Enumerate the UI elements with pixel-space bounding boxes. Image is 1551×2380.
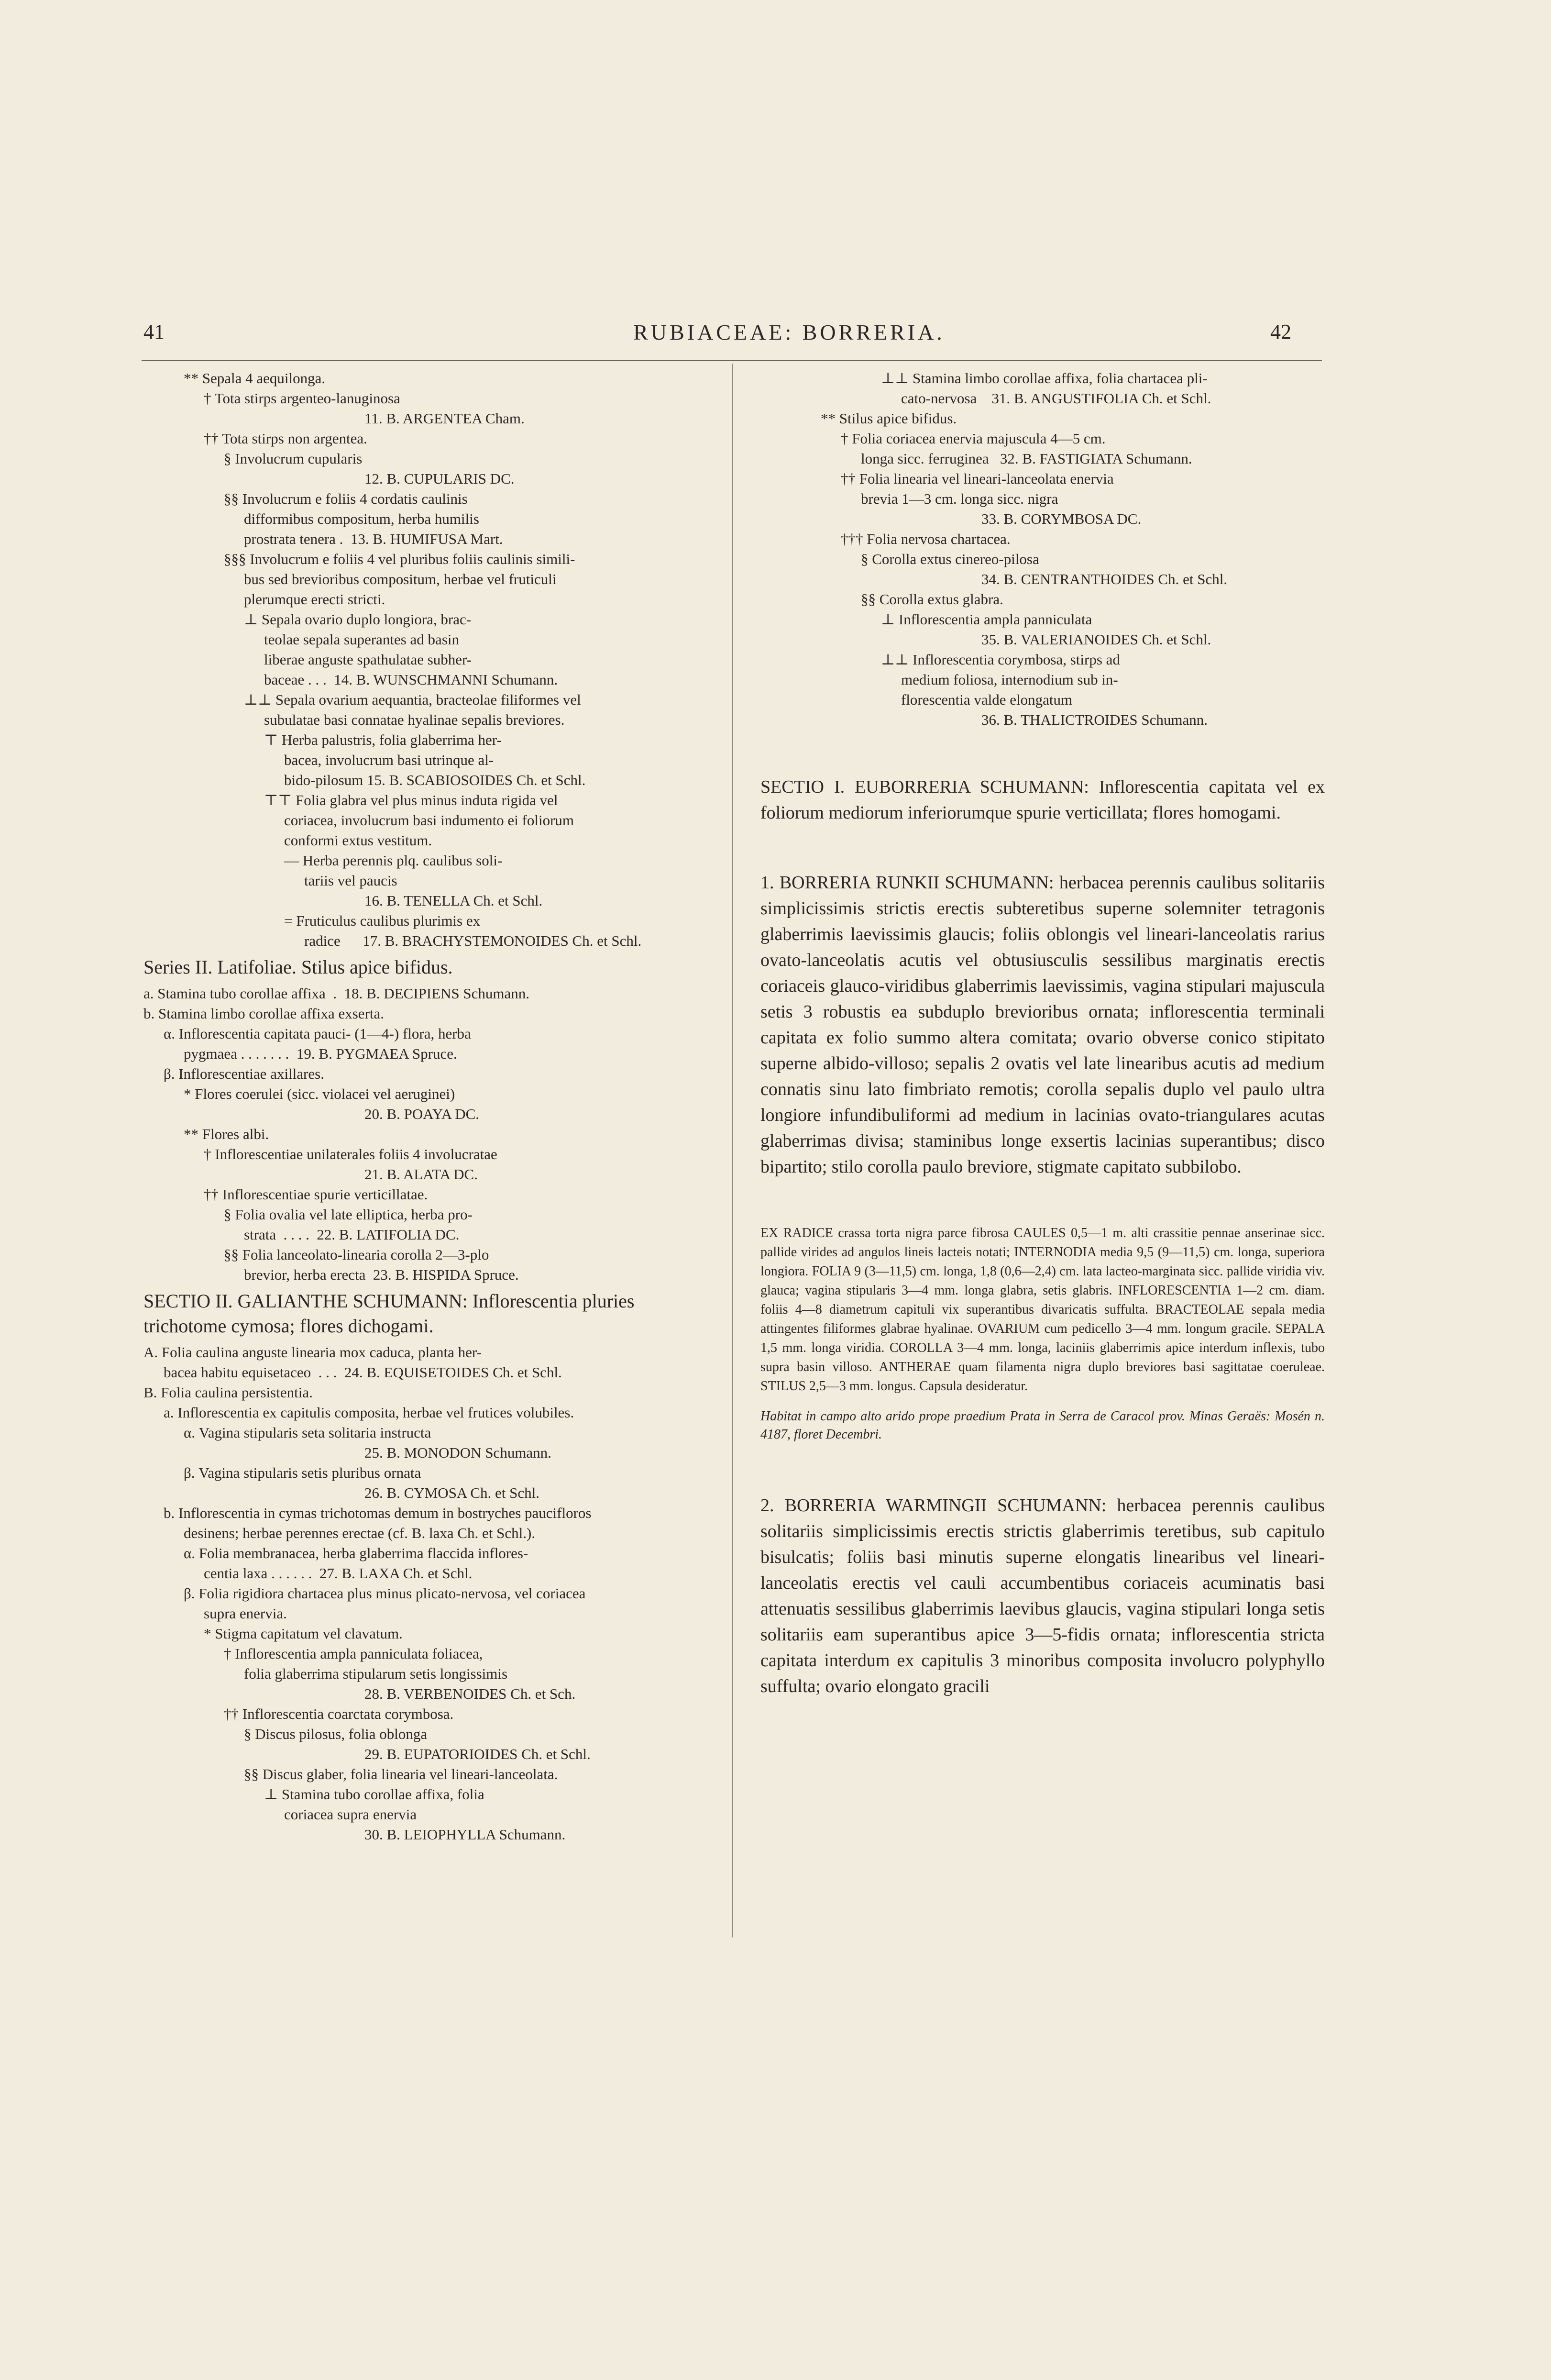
key-line: β. Inflorescentiae axillares.	[164, 1065, 324, 1082]
key-line: ** Stilus apice bifidus.	[821, 410, 957, 427]
spacer	[760, 1187, 1325, 1216]
key-line: β. Folia rigidiora chartacea plus minus plicato-nervosa, vel coriacea	[184, 1585, 586, 1602]
key-line: † Folia coriacea enervia majuscula 4—5 cm.	[841, 430, 1106, 447]
key-line: α. Folia membranacea, herba glaberrima flaccida inflores-	[184, 1545, 528, 1561]
morphology-paragraph: EX RADICE crassa torta nigra parce fibrosa CAULES 0,5—1 m. alti crassitie pennae anserinae sicc. pallide virides ad angulos lineis lacteis notati; INTERNODIA media 9,5 (9—11,5) cm. longa, superiora longiora. FOLIA 9 (3—11,5) cm. longa, 1,8 (0,6—2,4) cm. lata lacteo-marginata sicc. pallide viridia viv. glauca; vagina stipularis 3—4 mm. longa glabra, setis glabris. INFLORESCENTIA 1—2 cm. diam. foliis 4—8 diametrum capituli vix superantibus divaricatis suffulta. BRACTEOLAE sepala media attingentes filiformes glabrae hyalinae. OVARIUM cum pedicello 3—4 mm. longum gracile. SEPALA 1,5 mm. longa viridia. COROLLA 3—4 mm. longa, laciniis glaberrimis apice interdum inflexis, tubo supra basin villoso. ANTHERAE quam filamenta nigra duplo breviores basi sagittatae coeruleae. STILUS 2,5—3 mm. longus. Capsula desideratur.	[760, 1226, 1325, 1394]
left-column	[143, 368, 708, 1845]
key-line: conformi extus vestitum.	[284, 832, 432, 849]
key-line: †† Tota stirps non argentea.	[204, 430, 367, 447]
key-line: α. Inflorescentia capitata pauci- (1—4-) flora, herba	[164, 1025, 471, 1042]
key-line: florescentia valde elongatum	[901, 691, 1073, 708]
key-line: a. Stamina tubo corollae affixa . 18. B. DECIPIENS Schumann.	[143, 985, 530, 1002]
key-line: B. Folia caulina persistentia.	[143, 1384, 313, 1401]
page-number-left: 41	[143, 320, 165, 343]
key-line: * Stigma capitatum vel clavatum.	[204, 1625, 403, 1642]
key-line: 35. B. VALERIANOIDES Ch. et Schl.	[981, 631, 1211, 648]
key-line: coriacea supra enervia	[284, 1806, 417, 1823]
key-line: 33. B. CORYMBOSA DC.	[981, 510, 1142, 527]
key-line: § Discus pilosus, folia oblonga	[244, 1726, 428, 1742]
key-line: * Flores coerulei (sicc. violacei vel aeruginei)	[184, 1085, 455, 1102]
key-line: A. Folia caulina anguste linearia mox caduca, planta her-	[143, 1344, 482, 1361]
key-line: teolae sepala superantes ad basin	[264, 631, 459, 648]
running-title: RUBIACEAE: BORRERIA.	[633, 320, 945, 344]
key-line: ** Flores albi.	[184, 1126, 269, 1142]
key-line: 11. B. ARGENTEA Cham.	[364, 410, 525, 427]
key-line: †† Inflorescentiae spurie verticillatae.	[204, 1186, 428, 1203]
key-line: subulatae basi connatae hyalinae sepalis breviores.	[264, 711, 565, 728]
species-description: SECTIO I. EUBORRERIA SCHUMANN: Inflorescentia capitata vel ex foliorum mediorum inferiorumque spurie verticillata; flores homogami.	[760, 777, 1325, 823]
key-line: — Herba perennis plq. caulibus soli-	[284, 852, 503, 869]
key-line: §§ Discus glaber, folia linearia vel lineari-lanceolata.	[244, 1766, 558, 1782]
key-line: baceae . . . 14. B. WUNSCHMANNI Schumann.	[264, 671, 558, 688]
key-line: †† Folia linearia vel lineari-lanceolata enervia	[841, 470, 1114, 487]
key-line: difformibus compositum, herba humilis	[244, 510, 479, 527]
key-line: 26. B. CYMOSA Ch. et Schl.	[364, 1484, 540, 1501]
key-line: ⊤ Herba palustris, folia glaberrima her-	[264, 731, 502, 748]
key-line: §§ Corolla extus glabra.	[861, 591, 1003, 608]
column-divider	[732, 364, 733, 1937]
spacer	[760, 738, 1325, 766]
key-line: medium foliosa, internodium sub in-	[901, 671, 1118, 688]
page-number-right: 42	[1270, 320, 1291, 343]
key-line: †† Inflorescentia coarctata corymbosa.	[224, 1705, 454, 1722]
key-line: b. Inflorescentia in cymas trichotomas demum in bostryches paucifloros	[164, 1505, 592, 1521]
section-heading: Series II. Latifoliae. Stilus apice bifidus.	[143, 956, 453, 978]
key-line: 30. B. LEIOPHYLLA Schumann.	[364, 1826, 566, 1843]
key-line: 25. B. MONODON Schumann.	[364, 1444, 551, 1461]
key-line: = Fruticulus caulibus plurimis ex	[284, 912, 481, 929]
key-line: plerumque erecti stricti.	[244, 591, 385, 608]
species-description: 1. BORRERIA RUNKII SCHUMANN: herbacea perennis caulibus solitariis simplicissimis strictis erectis subteretibus superne solemniter tetragonis glaberrimis laevissimis glaucis; foliis oblongis vel lineari-lanceolatis rarius ovato-lanceolatis acutis vel obtusiusculis sessilibus marginatis erectis coriaceis glauco-viridibus glaberrimis laevissimis, vagina stipulari majuscula setis 3 robustis ea subduplo brevioribus ornata; inflorescentia terminali capitata ex folio summo altera comitata; ovario obverse conico stipitato superne albido-villoso; sepalis 2 ovatis vel late linearibus acutis ad medium connatis sinu lato fimbriato remotis; corolla sepalis duplo vel paulo ultra longiore infundibuliformi ad medium in lacinias ovato-triangulares acutas glaberrimas divisa; staminibus longe exsertis lacinias superantibus; disco bipartito; stilo corolla paulo breviore, stigmate capitato subbilobo.	[760, 873, 1325, 1177]
spacer	[760, 1451, 1325, 1485]
habitat-note: Habitat in campo alto arido prope praedium Prata in Serra de Caracol prov. Minas Geraës: Mosén n. 4187, floret Decembri.	[760, 1409, 1325, 1442]
key-line: folia glaberrima stipularum setis longissimis	[244, 1665, 508, 1682]
key-line: prostrata tenera . 13. B. HUMIFUSA Mart.	[244, 531, 503, 547]
running-header	[0, 320, 1551, 358]
key-line: desinens; herbae perennes erectae (cf. B. laxa Ch. et Schl.).	[184, 1525, 536, 1541]
key-line: centia laxa . . . . . . 27. B. LAXA Ch. et Schl.	[204, 1565, 473, 1582]
key-line: 34. B. CENTRANTHOIDES Ch. et Schl.	[981, 571, 1228, 587]
key-line: † Inflorescentiae unilaterales foliis 4 involucratae	[204, 1146, 497, 1162]
key-line: 20. B. POAYA DC.	[364, 1106, 480, 1122]
key-line: bido-pilosum 15. B. SCABIOSOIDES Ch. et Schl.	[284, 772, 586, 788]
key-line: a. Inflorescentia ex capitulis composita, herbae vel frutices volubiles.	[164, 1404, 574, 1421]
key-line: cato-nervosa 31. B. ANGUSTIFOLIA Ch. et Schl.	[901, 390, 1211, 407]
key-line: bacea, involucrum basi utrinque al-	[284, 752, 494, 768]
key-line: b. Stamina limbo corollae affixa exserta.	[143, 1005, 385, 1022]
key-line: † Tota stirps argenteo-lanuginosa	[204, 390, 400, 407]
key-line: ** Sepala 4 aequilonga.	[184, 370, 326, 387]
key-line: § Folia ovalia vel late elliptica, herba pro-	[224, 1206, 473, 1223]
key-line: liberae anguste spathulatae subher-	[264, 651, 472, 668]
section-heading: SECTIO II. GALIANTHE SCHUMANN: Inflorescentia pluries trichotome cymosa; flores dichogami.	[143, 1290, 635, 1337]
key-line: β. Vagina stipularis setis pluribus ornata	[184, 1464, 421, 1481]
key-line: 29. B. EUPATORIOIDES Ch. et Schl.	[364, 1746, 591, 1762]
key-line: ⊥⊥ Sepala ovarium aequantia, bracteolae filiformes vel	[244, 691, 581, 708]
species-description: 2. BORRERIA WARMINGII SCHUMANN: herbacea perennis caulibus solitariis simplicissimis erectis strictis glaberrimis teretibus, sub capitulo bisulcatis; foliis basi minutis superne elongatis linearibus vel lineari-lanceolatis erectis vel cauli accumbentibus coriaceis acuminatis basi attenuatis sessilibus glaberrimis laevibus glaucis, vagina stipulari longa setis solitariis eam superantibus apice 3—5-fidis ornata; inflorescentia stricta capitata interdum ex capitulis 3 minoribus composita involucro polyphyllo suffulta; ovario elongato gracili	[760, 1495, 1325, 1696]
header-rule	[142, 360, 1322, 361]
key-line: pygmaea . . . . . . . 19. B. PYGMAEA Spruce.	[184, 1045, 457, 1062]
key-line: brevior, herba erecta 23. B. HISPIDA Spruce.	[244, 1266, 519, 1283]
key-line: ⊥ Sepala ovario duplo longiora, brac-	[244, 611, 472, 628]
key-line: longa sicc. ferruginea 32. B. FASTIGIATA Schumann.	[861, 450, 1192, 467]
key-line: 28. B. VERBENOIDES Ch. et Sch.	[364, 1685, 576, 1702]
key-line: §§ Folia lanceolato-linearia corolla 2—3-plo	[224, 1246, 489, 1263]
key-line: ⊥ Inflorescentia ampla panniculata	[881, 611, 1092, 628]
key-line: α. Vagina stipularis seta solitaria instructa	[184, 1424, 431, 1441]
key-line: † Inflorescentia ampla panniculata foliacea,	[224, 1645, 483, 1662]
key-line: 21. B. ALATA DC.	[364, 1166, 478, 1183]
spacer	[760, 833, 1325, 862]
key-line: §§§ Involucrum e foliis 4 vel pluribus foliis caulinis simili-	[224, 551, 575, 567]
key-line: tariis vel paucis	[304, 872, 397, 889]
key-line: ⊤⊤ Folia glabra vel plus minus induta rigida vel	[264, 792, 558, 808]
key-line: ⊥ Stamina tubo corollae affixa, folia	[264, 1786, 484, 1803]
key-line: 12. B. CUPULARIS DC.	[364, 470, 515, 487]
key-line: 16. B. TENELLA Ch. et Schl.	[364, 892, 543, 909]
key-line: bus sed brevioribus compositum, herbae vel fruticuli	[244, 571, 557, 587]
key-line: strata . . . . 22. B. LATIFOLIA DC.	[244, 1226, 460, 1243]
key-line: 36. B. THALICTROIDES Schumann.	[981, 711, 1208, 728]
key-line: ††† Folia nervosa chartacea.	[841, 531, 1011, 547]
key-line: bacea habitu equisetaceo . . . 24. B. EQUISETOIDES Ch. et Schl.	[164, 1364, 562, 1381]
key-line: ⊥⊥ Stamina limbo corollae affixa, folia chartacea pli-	[881, 370, 1208, 387]
key-line: § Corolla extus cinereo-pilosa	[861, 551, 1039, 567]
key-line: radice 17. B. BRACHYSTEMONOIDES Ch. et Schl.	[304, 932, 642, 949]
key-line: § Involucrum cupularis	[224, 450, 363, 467]
key-line: coriacea, involucrum basi indumento ei foliorum	[284, 812, 574, 829]
key-line: ⊥⊥ Inflorescentia corymbosa, stirps ad	[881, 651, 1120, 668]
key-line: §§ Involucrum e foliis 4 cordatis caulinis	[224, 490, 468, 507]
right-column	[760, 368, 1325, 1699]
key-line: brevia 1—3 cm. longa sicc. nigra	[861, 490, 1058, 507]
key-line: supra enervia.	[204, 1605, 287, 1622]
